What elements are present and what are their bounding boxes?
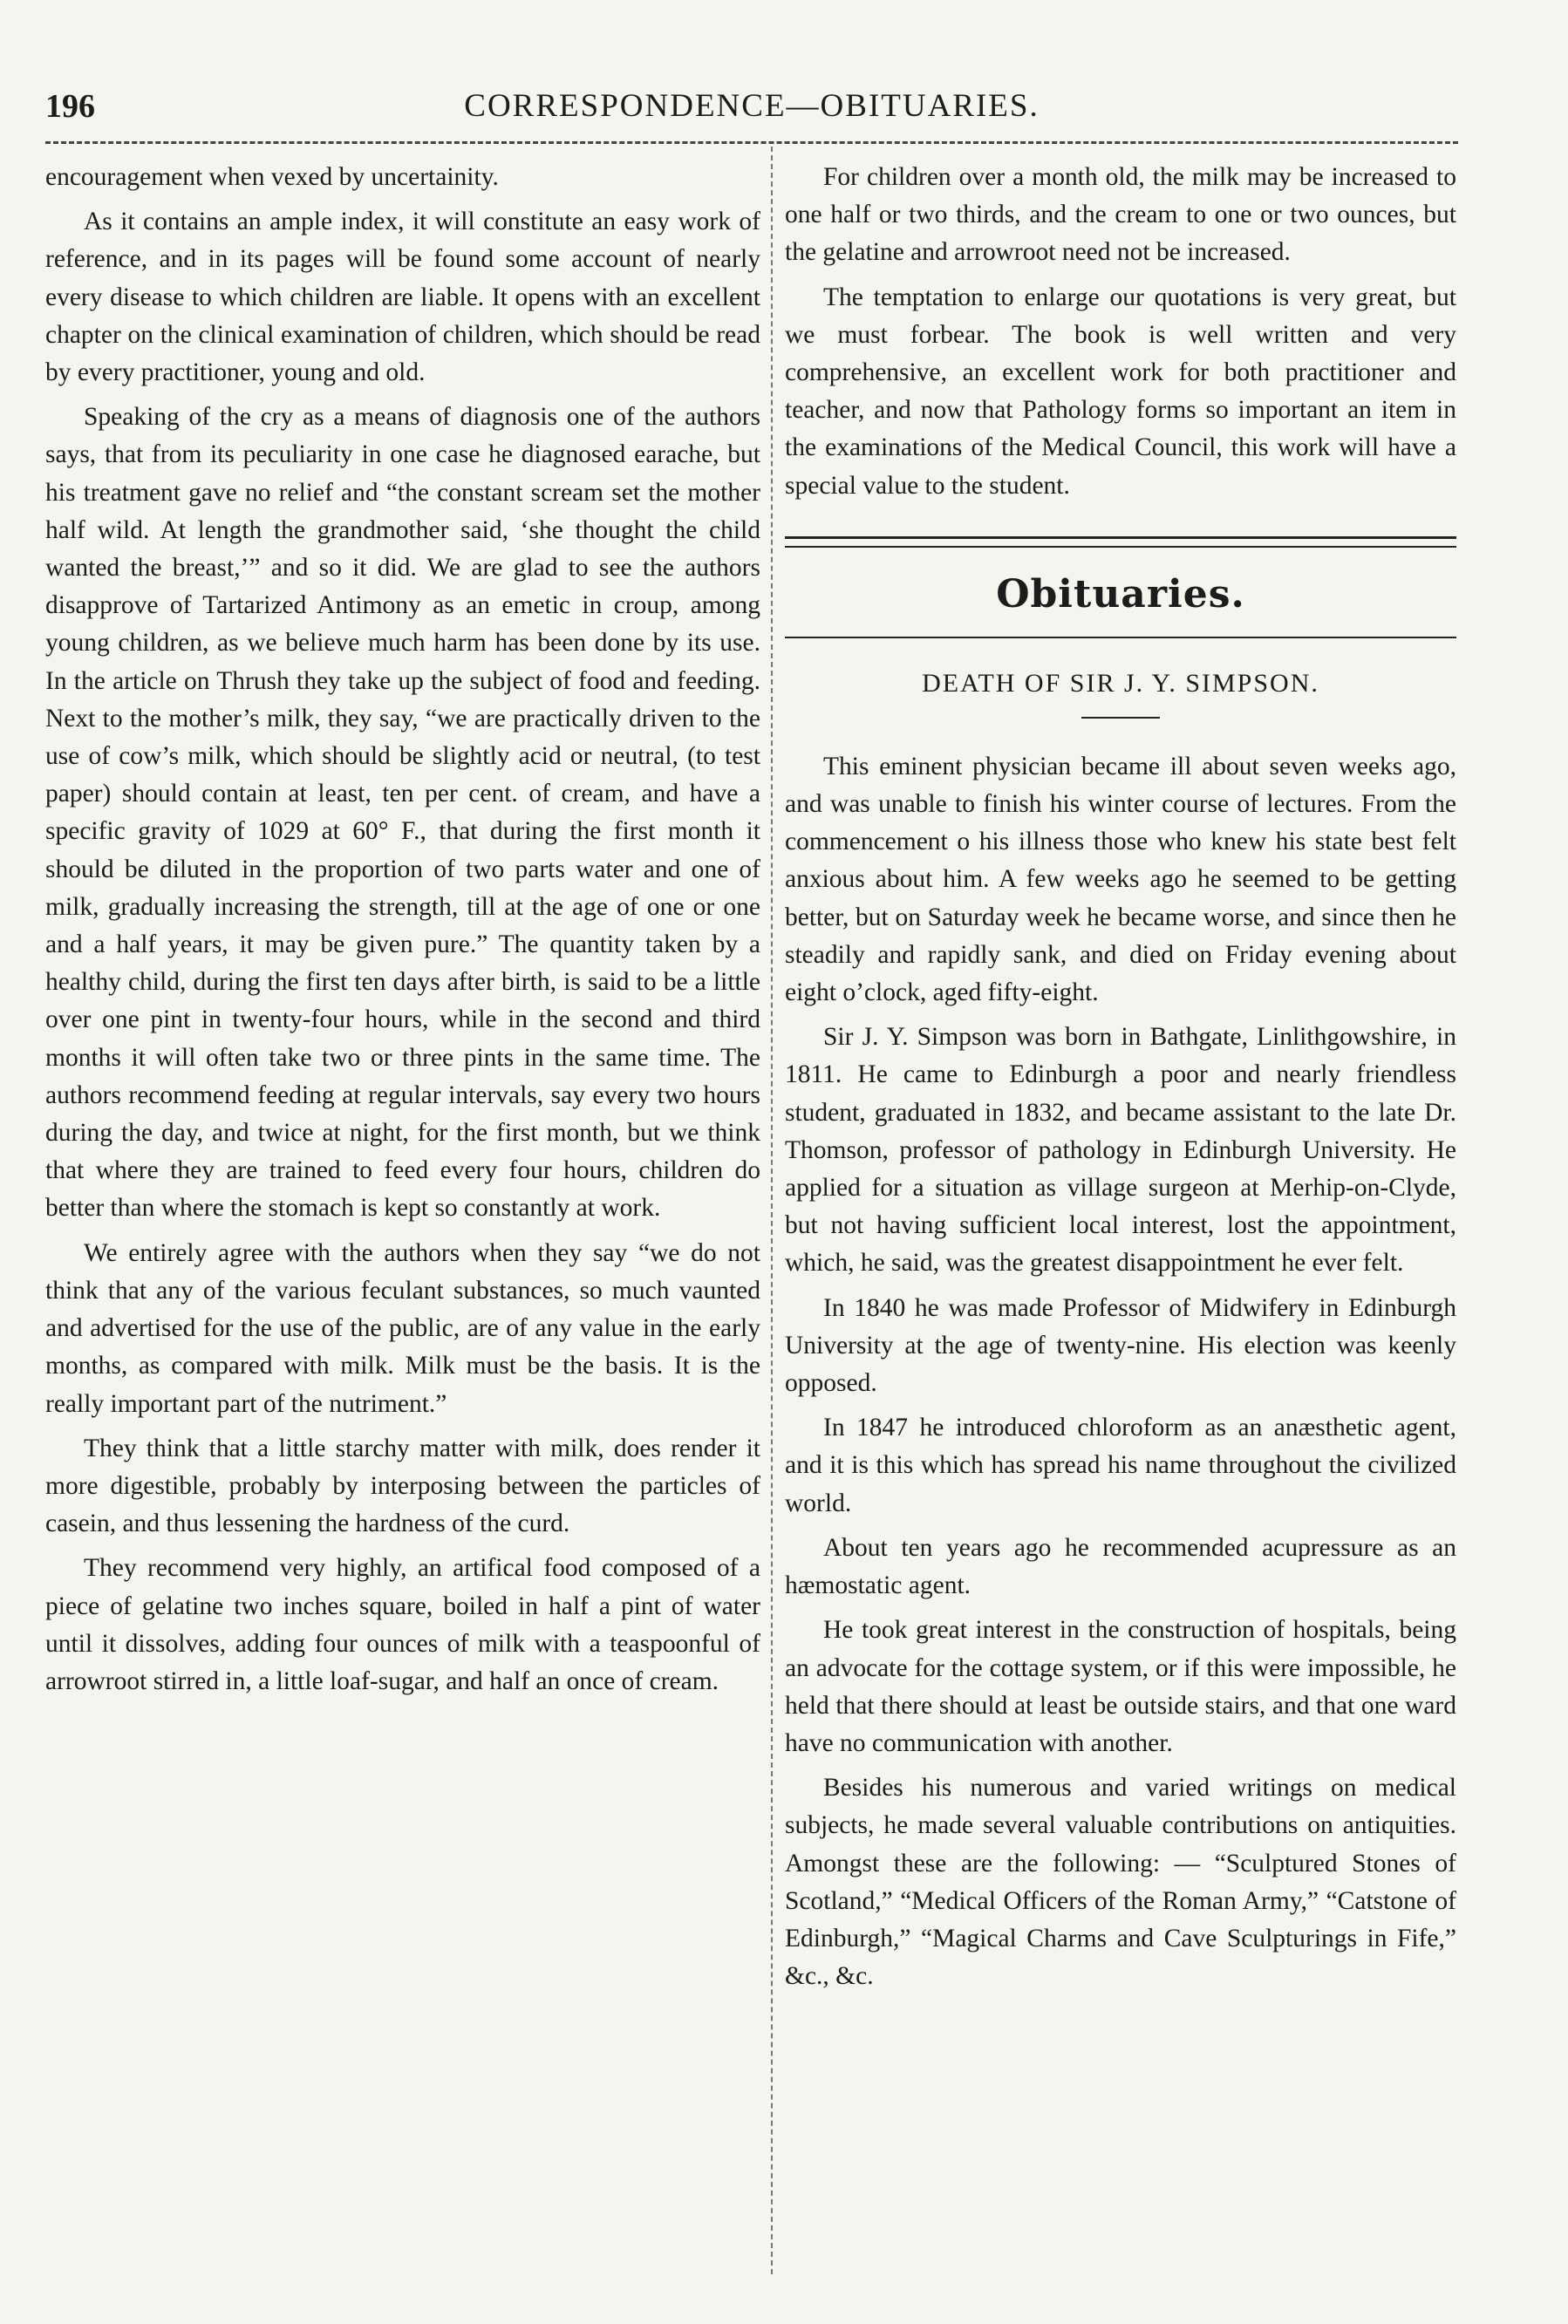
paragraph: He took great interest in the construction of hospitals, being an advocate for the cottage system, or if this were impossible, he held that there should at least be outside stairs, and that one ward have no communication with another.	[785, 1616, 1456, 1757]
paragraph: They recommend very highly, an artifical food composed of a piece of gelatine two inches square, boiled in half a pint of water until it dissolves, adding four ounces of milk with a teaspoonful of arrowroot stirred in, a little loaf-sugar, and half an once of cream.	[45, 1554, 760, 1695]
paragraph: The temptation to enlarge our quotations is very great, but we must forbear. The book is well written and very comprehensive, an excellent work for both practitioner and teacher, and now that Pathology forms so important an item in the examinations of the Medical Council, this work will have a special value to the student.	[785, 283, 1456, 500]
paragraph: We entirely agree with the authors when they say “we do not think that any of the various feculant substances, so much vaunted and advertised for the use of the public, are of any value in the early months, as compared with milk. Milk must be the basis. It is the really important part of the nutriment.”	[45, 1238, 760, 1418]
column-divider	[771, 147, 773, 2274]
paragraph: In 1847 he introduced chloroform as an anæsthetic agent, and it is this which has spread his name throughout the civilized world.	[785, 1414, 1456, 1517]
left-column	[45, 159, 760, 1707]
paragraph: This eminent physician became ill about seven weeks ago, and was unable to finish his winter course of lectures. From the commencement o his illness those who knew his state best felt anxious about him. A few weeks ago he seemed to be getting better, but on Saturday week he became worse, and since then he steadily and rapidly sank, and died on Friday evening about eight o’clock, aged fifty-eight.	[785, 752, 1456, 1007]
title-rule	[1081, 717, 1160, 719]
paragraph: They think that a little starchy matter with milk, does render it more digestible, probably by interposing between the particles of casein, and thus lessening the hardness of the curd.	[45, 1434, 760, 1538]
paragraph: encouragement when vexed by uncertainity.	[45, 163, 499, 191]
section-heading: Obituaries.	[996, 571, 1245, 617]
paragraph: For children over a month old, the milk may be increased to one half or two thirds, and the cream to one or two ounces, but the gelatine and arrowroot need not be increased.	[785, 163, 1456, 267]
running-title: CORRESPONDENCE—OBITUARIES.	[464, 88, 1040, 124]
paragraph: In 1840 he was made Professor of Midwifery in Edinburgh University at the age of twenty-nine. His election was keenly opposed.	[785, 1293, 1456, 1398]
article-title: DEATH OF SIR J. Y. SIMPSON.	[922, 668, 1319, 698]
header-rule	[45, 141, 1458, 144]
paragraph: Speaking of the cry as a means of diagnosis one of the authors says, that from its peculiarity in one case he diagnosed earache, but his treatment gave no relief and “the constant scream set the mother half wild. At length the grandmother said, ‘she thought the child wanted the breast,’” and so it did. We are glad to see the authors disapprove of Tartarized Antimony as an emetic in croup, among young children, as we believe much harm has been done by its use. In the article on Thrush they take up the subject of food and feeding. Next to the mother’s milk, they say, “we are practically driven to the use of cow’s milk, which should be slightly acid or neutral, (to test paper) should contain at least, ten per cent. of cream, and have a specific gravity of 1029 at 60° F., that during the first month it should be diluted in the proportion of two parts water and one of milk, gradually increasing the strength, till at the age of one or one and a half years, it may be given pure.” The quantity taken by a healthy child, during the first ten days after birth, is said to be a little over one pint in twenty-four hours, while in the second and third months it will often take two or three pints in the same time. The authors recommend feeding at regular intervals, say every two hours during the day, and twice at night, for the first month, but we think that where they are trained to feed every four hours, children do better than where the stomach is kept so constantly at work.	[45, 403, 760, 1223]
page-header	[45, 87, 1458, 140]
right-column	[785, 159, 1456, 2002]
paragraph: Besides his numerous and varied writings on medical subjects, he made several valuable contributions on antiquities. Amongst these are the following: — “Sculptured Stones of Scotland,” “Medical Officers of the Roman Army,” “Catstone of Edinburgh,” “Magical Charms and Cave Sculpturings in Fife,” &c., &c.	[785, 1774, 1456, 1991]
page-number: 196	[45, 88, 95, 125]
paragraph: Sir J. Y. Simpson was born in Bathgate, Linlithgowshire, in 1811. He came to Edinburgh a poor and nearly friendless student, graduated in 1832, and became assistant to the late Dr. Thomson, professor of pathology in Edinburgh University. He applied for a situation as village surgeon at Merhip-on-Clyde, but not having sufficient local interest, lost the appointment, which, he said, was the greatest disappointment he ever felt.	[785, 1023, 1456, 1278]
paragraph: About ten years ago he recommended acupressure as an hæmostatic agent.	[785, 1533, 1456, 1600]
heading-rule	[785, 637, 1456, 638]
section-double-rule	[785, 536, 1456, 548]
paragraph: As it contains an ample index, it will constitute an easy work of reference, and in its pages will be found some account of nearly every disease to which children are liable. It opens with an excellent chapter on the clinical examination of children, which should be read by every practitioner, young and old.	[45, 208, 760, 387]
